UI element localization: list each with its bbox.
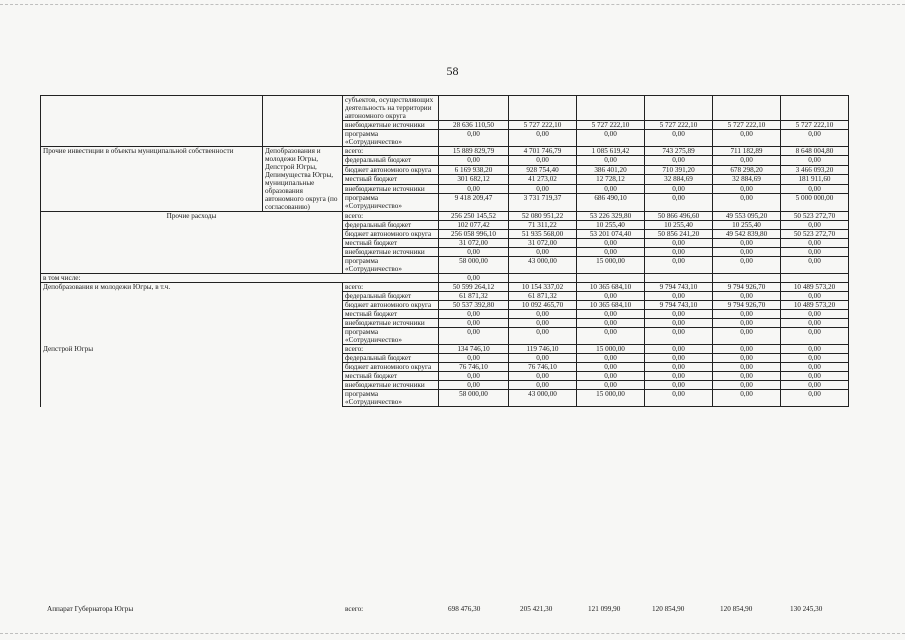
value-cell: 181 911,60 xyxy=(781,175,849,184)
value-cell: 0,00 xyxy=(577,319,645,328)
value-cell: 76 746,10 xyxy=(439,363,509,372)
type-cell: федеральный бюджет xyxy=(343,292,439,301)
footer-value: 120 854,90 xyxy=(652,605,685,613)
type-cell: всего: xyxy=(343,283,439,292)
value-cell: 5 727 222,10 xyxy=(577,121,645,130)
type-cell: программа «Сотрудничество» xyxy=(343,257,439,274)
value-cell: 0,00 xyxy=(439,319,509,328)
type-cell: всего: xyxy=(343,345,439,354)
type-cell: бюджет автономного округа xyxy=(343,301,439,310)
value-cell: 686 490,10 xyxy=(577,194,645,212)
value-cell: 301 682,12 xyxy=(439,175,509,184)
value-cell: 9 794 926,70 xyxy=(713,301,781,310)
value-cell: 0,00 xyxy=(439,248,509,257)
value-cell: 0,00 xyxy=(713,345,781,354)
value-cell: 0,00 xyxy=(509,381,577,390)
value-cell: 0,00 xyxy=(781,390,849,407)
value-cell: 9 418 209,47 xyxy=(439,194,509,212)
empty-cell xyxy=(645,274,713,283)
type-cell: бюджет автономного округа xyxy=(343,230,439,239)
scan-edge-top xyxy=(0,4,905,6)
value-cell: 0,00 xyxy=(781,248,849,257)
value-cell: 5 000 000,00 xyxy=(781,194,849,212)
value-cell: 41 273,02 xyxy=(509,175,577,184)
value-cell: 5 727 222,10 xyxy=(645,121,713,130)
type-cell: внебюджетные источники xyxy=(343,319,439,328)
value-cell: 10 489 573,20 xyxy=(781,283,849,292)
value-cell: 3 466 093,20 xyxy=(781,165,849,174)
value-cell: 6 169 938,20 xyxy=(439,165,509,174)
value-cell: 0,00 xyxy=(781,328,849,345)
value-cell: 52 080 951,22 xyxy=(509,212,577,221)
footer-name: Аппарат Губернатора Югры xyxy=(47,605,134,613)
value-cell: 49 553 095,20 xyxy=(713,212,781,221)
value-cell: 10 489 573,20 xyxy=(781,301,849,310)
value-cell: 0,00 xyxy=(781,354,849,363)
value-cell: 0,00 xyxy=(577,239,645,248)
value-cell: 58 000,00 xyxy=(439,257,509,274)
value-cell: 0,00 xyxy=(439,310,509,319)
value-cell: 0,00 xyxy=(577,310,645,319)
value-cell xyxy=(645,96,713,121)
value-cell: 0,00 xyxy=(781,221,849,230)
value-cell: 10 365 684,10 xyxy=(577,301,645,310)
name-cell xyxy=(41,96,263,147)
value-cell: 50 537 392,80 xyxy=(439,301,509,310)
value-cell xyxy=(781,96,849,121)
empty-cell xyxy=(509,274,577,283)
value-cell xyxy=(577,96,645,121)
type-cell: внебюджетные источники xyxy=(343,381,439,390)
type-cell: местный бюджет xyxy=(343,372,439,381)
footer-value: 698 476,30 xyxy=(448,605,481,613)
name-cell: Прочие инвестиции в объекты муниципальной собственности xyxy=(41,147,263,212)
value-cell: 32 884,69 xyxy=(645,175,713,184)
footer-value: 120 854,90 xyxy=(720,605,753,613)
value-cell: 0,00 xyxy=(645,345,713,354)
value-cell: 0,00 xyxy=(577,372,645,381)
value-cell: 5 727 222,10 xyxy=(713,121,781,130)
value-cell: 0,00 xyxy=(439,381,509,390)
table-row xyxy=(41,283,849,292)
value-cell: 0,00 xyxy=(713,194,781,212)
value-cell: 0,00 xyxy=(713,310,781,319)
value-cell: 0,00 xyxy=(509,328,577,345)
value-cell: 10 092 465,70 xyxy=(509,301,577,310)
value-cell: 0,00 xyxy=(577,156,645,165)
value-cell: 49 542 839,80 xyxy=(713,230,781,239)
value-cell: 0,00 xyxy=(645,390,713,407)
value-cell: 0,00 xyxy=(645,239,713,248)
value-cell: 0,00 xyxy=(577,381,645,390)
type-cell: внебюджетные источники xyxy=(343,184,439,193)
value-cell: 0,00 xyxy=(781,156,849,165)
value-cell: 0,00 xyxy=(645,372,713,381)
value-cell: 928 754,40 xyxy=(509,165,577,174)
value-cell: 0,00 xyxy=(645,156,713,165)
value-cell: 0,00 xyxy=(781,319,849,328)
value-cell: 10 255,40 xyxy=(577,221,645,230)
type-cell: местный бюджет xyxy=(343,175,439,184)
value-cell: 0,00 xyxy=(645,310,713,319)
value-cell: 50 599 264,12 xyxy=(439,283,509,292)
value-cell: 0,00 xyxy=(577,292,645,301)
value-cell: 0,00 xyxy=(645,248,713,257)
value-cell: 9 794 743,10 xyxy=(645,301,713,310)
value-cell: 0,00 xyxy=(781,310,849,319)
value-cell: 743 275,89 xyxy=(645,147,713,156)
value-cell: 0,00 xyxy=(713,292,781,301)
value-cell: 710 391,20 xyxy=(645,165,713,174)
value-cell xyxy=(713,96,781,121)
type-cell: местный бюджет xyxy=(343,239,439,248)
value-cell: 31 072,00 xyxy=(509,239,577,248)
value-cell: 31 072,00 xyxy=(439,239,509,248)
type-cell: программа «Сотрудничество» xyxy=(343,328,439,345)
value-cell: 15 889 829,79 xyxy=(439,147,509,156)
value-cell: 0,00 xyxy=(439,184,509,193)
type-cell: субъектов, осуществляющих деятельность на территории автономного округа xyxy=(343,96,439,121)
value-cell: 0,00 xyxy=(509,130,577,147)
empty-cell xyxy=(713,274,781,283)
value-cell: 43 000,00 xyxy=(509,390,577,407)
table-row xyxy=(41,274,849,283)
value-cell: 0,00 xyxy=(645,292,713,301)
value-cell: 0,00 xyxy=(645,354,713,363)
value-cell: 0,00 xyxy=(781,345,849,354)
value-cell: 0,00 xyxy=(645,130,713,147)
value-cell: 0,00 xyxy=(713,239,781,248)
value-cell: 53 201 074,40 xyxy=(577,230,645,239)
type-cell: бюджет автономного округа xyxy=(343,363,439,372)
value-cell: 71 311,22 xyxy=(509,221,577,230)
value-cell: 0,00 xyxy=(645,194,713,212)
value-cell: 0,00 xyxy=(713,319,781,328)
value-cell: 0,00 xyxy=(645,319,713,328)
value-cell: 256 058 996,10 xyxy=(439,230,509,239)
value-cell: 0,00 xyxy=(509,184,577,193)
value-cell: 10 365 684,10 xyxy=(577,283,645,292)
value-cell: 61 871,32 xyxy=(509,292,577,301)
value-cell: 0,00 xyxy=(509,310,577,319)
value-cell: 0,00 xyxy=(713,257,781,274)
scan-edge-bottom xyxy=(0,633,905,635)
value-cell: 0,00 xyxy=(781,381,849,390)
value-cell: 15 000,00 xyxy=(577,390,645,407)
name-cell: Депстрой Югры xyxy=(41,345,343,407)
value-cell: 3 731 719,37 xyxy=(509,194,577,212)
type-cell: программа «Сотрудничество» xyxy=(343,194,439,212)
value-cell: 50 523 272,70 xyxy=(781,230,849,239)
value-cell: 0,00 xyxy=(439,354,509,363)
value-cell: 5 727 222,10 xyxy=(509,121,577,130)
table-row xyxy=(41,212,849,221)
value-cell: 50 856 241,20 xyxy=(645,230,713,239)
value-cell: 0,00 xyxy=(439,274,509,283)
value-cell: 0,00 xyxy=(645,257,713,274)
value-cell: 0,00 xyxy=(577,184,645,193)
value-cell: 76 746,10 xyxy=(509,363,577,372)
value-cell: 0,00 xyxy=(439,328,509,345)
value-cell: 51 935 568,00 xyxy=(509,230,577,239)
value-cell: 0,00 xyxy=(645,363,713,372)
table-row xyxy=(41,147,849,156)
value-cell: 43 000,00 xyxy=(509,257,577,274)
value-cell: 1 085 619,42 xyxy=(577,147,645,156)
value-cell: 8 648 004,80 xyxy=(781,147,849,156)
value-cell: 134 746,10 xyxy=(439,345,509,354)
value-cell: 0,00 xyxy=(713,156,781,165)
value-cell: 0,00 xyxy=(577,354,645,363)
value-cell: 0,00 xyxy=(577,363,645,372)
value-cell: 256 250 145,52 xyxy=(439,212,509,221)
value-cell: 0,00 xyxy=(713,354,781,363)
footer-type: всего: xyxy=(345,605,364,613)
value-cell: 0,00 xyxy=(781,130,849,147)
value-cell: 50 523 272,70 xyxy=(781,212,849,221)
value-cell: 386 401,20 xyxy=(577,165,645,174)
value-cell: 0,00 xyxy=(781,184,849,193)
type-cell: внебюджетные источники xyxy=(343,121,439,130)
value-cell: 0,00 xyxy=(439,372,509,381)
value-cell: 0,00 xyxy=(645,184,713,193)
footer-value: 205 421,30 xyxy=(520,605,553,613)
executor-cell: Депобразования и молодежи Югры, Депстрой Югры, Депимущества Югры, муниципальные образования автономного округа (по согласованию) xyxy=(263,147,343,212)
value-cell: 0,00 xyxy=(439,130,509,147)
value-cell: 0,00 xyxy=(713,390,781,407)
value-cell xyxy=(439,96,509,121)
type-cell: федеральный бюджет xyxy=(343,221,439,230)
empty-cell xyxy=(577,274,645,283)
value-cell: 119 746,10 xyxy=(509,345,577,354)
value-cell: 9 794 926,70 xyxy=(713,283,781,292)
value-cell: 0,00 xyxy=(645,381,713,390)
page-number: 58 xyxy=(446,64,459,78)
value-cell: 0,00 xyxy=(781,372,849,381)
type-cell: программа «Сотрудничество» xyxy=(343,390,439,407)
value-cell: 10 255,40 xyxy=(713,221,781,230)
value-cell: 32 884,69 xyxy=(713,175,781,184)
value-cell: 0,00 xyxy=(781,363,849,372)
type-cell: федеральный бюджет xyxy=(343,156,439,165)
value-cell: 678 298,20 xyxy=(713,165,781,174)
budget-table xyxy=(40,95,849,407)
value-cell: 0,00 xyxy=(645,328,713,345)
value-cell: 0,00 xyxy=(509,319,577,328)
subheader-label: в том числе: xyxy=(41,274,439,283)
type-cell: местный бюджет xyxy=(343,310,439,319)
value-cell: 0,00 xyxy=(713,381,781,390)
value-cell: 0,00 xyxy=(509,354,577,363)
value-cell: 10 255,40 xyxy=(645,221,713,230)
value-cell: 0,00 xyxy=(781,292,849,301)
value-cell: 53 226 329,80 xyxy=(577,212,645,221)
type-cell: всего: xyxy=(343,147,439,156)
value-cell: 50 866 496,60 xyxy=(645,212,713,221)
type-cell: внебюджетные источники xyxy=(343,248,439,257)
value-cell: 0,00 xyxy=(713,363,781,372)
value-cell: 0,00 xyxy=(713,328,781,345)
name-cell: Прочие расходы xyxy=(41,212,343,274)
type-cell: всего: xyxy=(343,212,439,221)
table-row xyxy=(41,345,849,354)
value-cell: 12 728,12 xyxy=(577,175,645,184)
value-cell: 0,00 xyxy=(713,130,781,147)
value-cell: 9 794 743,10 xyxy=(645,283,713,292)
table-row xyxy=(41,96,849,121)
value-cell: 0,00 xyxy=(713,372,781,381)
value-cell: 5 727 222,10 xyxy=(781,121,849,130)
type-cell: федеральный бюджет xyxy=(343,354,439,363)
type-cell: бюджет автономного округа xyxy=(343,165,439,174)
value-cell: 0,00 xyxy=(509,248,577,257)
value-cell: 0,00 xyxy=(577,130,645,147)
value-cell: 0,00 xyxy=(713,184,781,193)
value-cell: 0,00 xyxy=(577,248,645,257)
value-cell: 15 000,00 xyxy=(577,257,645,274)
value-cell: 0,00 xyxy=(509,156,577,165)
value-cell: 0,00 xyxy=(509,372,577,381)
value-cell: 0,00 xyxy=(781,239,849,248)
value-cell: 0,00 xyxy=(577,328,645,345)
value-cell xyxy=(509,96,577,121)
value-cell: 10 154 337,02 xyxy=(509,283,577,292)
value-cell: 15 000,00 xyxy=(577,345,645,354)
empty-cell xyxy=(781,274,849,283)
value-cell: 102 077,42 xyxy=(439,221,509,230)
value-cell: 0,00 xyxy=(439,156,509,165)
value-cell: 28 636 110,50 xyxy=(439,121,509,130)
footer-value: 121 099,90 xyxy=(588,605,621,613)
name-cell: Депобразования и молодежи Югры, в т.ч. xyxy=(41,283,343,345)
value-cell: 711 182,89 xyxy=(713,147,781,156)
type-cell: программа «Сотрудничество» xyxy=(343,130,439,147)
executor-cell xyxy=(263,96,343,147)
value-cell: 61 871,32 xyxy=(439,292,509,301)
value-cell: 0,00 xyxy=(713,248,781,257)
value-cell: 58 000,00 xyxy=(439,390,509,407)
value-cell: 4 701 746,79 xyxy=(509,147,577,156)
footer-value: 130 245,30 xyxy=(790,605,823,613)
value-cell: 0,00 xyxy=(781,257,849,274)
